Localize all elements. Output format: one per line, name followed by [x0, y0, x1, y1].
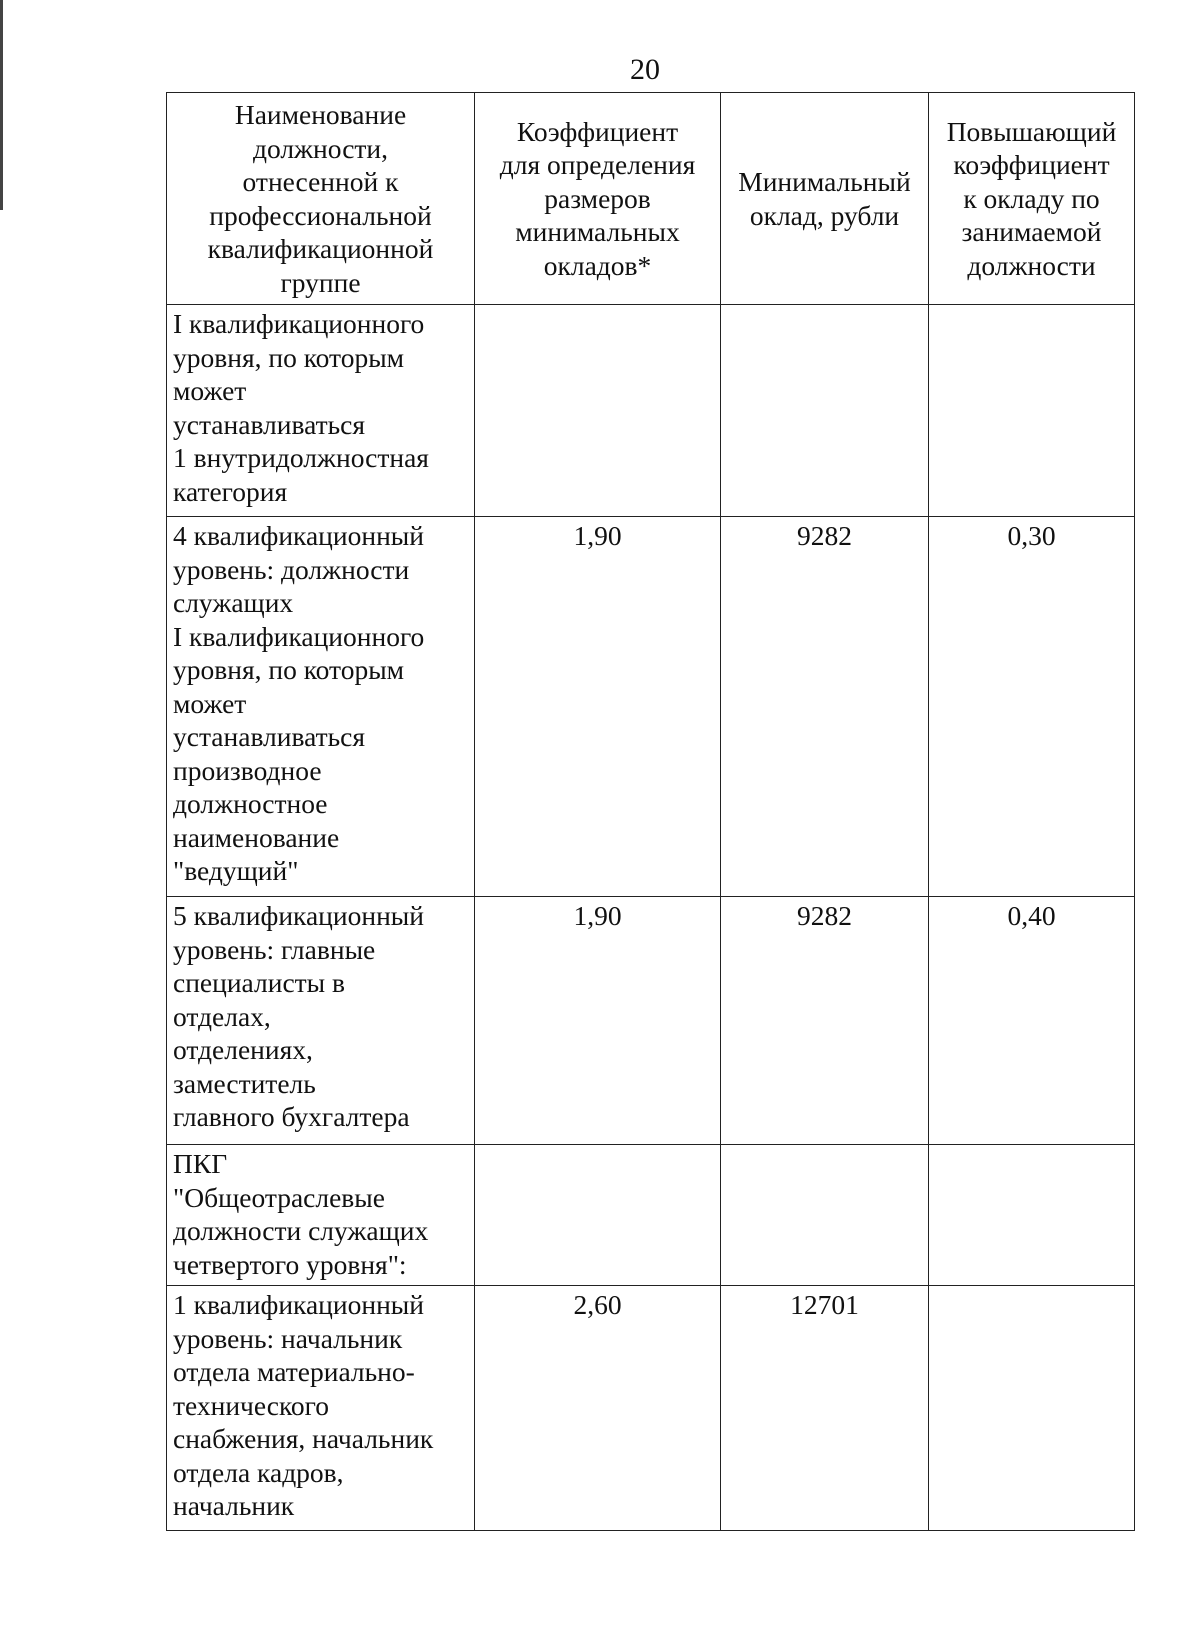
- coefficient-cell: [475, 305, 721, 517]
- table-row: [167, 517, 1135, 897]
- min-salary-cell: 9282: [721, 517, 929, 897]
- position-name-cell: 1 квалификационный уровень: начальник отдела материально- технического снабжения, начальник отдела кадров, начальник: [167, 1286, 475, 1531]
- table-header-row: [167, 93, 1135, 305]
- min-salary-cell: 9282: [721, 897, 929, 1145]
- page-number: 20: [630, 53, 660, 86]
- table-row: [167, 305, 1135, 517]
- position-name-cell: 4 квалификационный уровень: должности служащих I квалификационного уровня, по которым может устанавливаться производное должностное наименование "ведущий": [167, 517, 475, 897]
- position-name-cell: I квалификационного уровня, по которым может устанавливаться 1 внутридолжностная категория: [167, 305, 475, 517]
- header-coefficient: Коэффициент для определения размеров минимальных окладов*: [475, 93, 721, 305]
- raise-coefficient-cell: [929, 1286, 1135, 1531]
- scan-edge-mark: [0, 0, 3, 210]
- table-row: [167, 897, 1135, 1145]
- min-salary-cell: 12701: [721, 1286, 929, 1531]
- header-min-salary: Минимальный оклад, рубли: [721, 93, 929, 305]
- coefficient-cell: 1,90: [475, 517, 721, 897]
- coefficient-cell: 2,60: [475, 1286, 721, 1531]
- table-row: [167, 1145, 1135, 1286]
- raise-coefficient-cell: 0,30: [929, 517, 1135, 897]
- raise-coefficient-cell: 0,40: [929, 897, 1135, 1145]
- min-salary-cell: [721, 305, 929, 517]
- table-row: [167, 1286, 1135, 1531]
- header-position-name: Наименование должности, отнесенной к профессиональной квалификационной группе: [167, 93, 475, 305]
- position-name-cell: 5 квалификационный уровень: главные специалисты в отделах, отделениях, заместитель главного бухгалтера: [167, 897, 475, 1145]
- position-name-cell: ПКГ "Общеотраслевые должности служащих четвертого уровня":: [167, 1145, 475, 1286]
- raise-coefficient-cell: [929, 305, 1135, 517]
- coefficient-cell: 1,90: [475, 897, 721, 1145]
- coefficient-cell: [475, 1145, 721, 1286]
- min-salary-cell: [721, 1145, 929, 1286]
- salary-table: [166, 92, 1135, 1531]
- header-raise-coefficient: Повышающий коэффициент к окладу по занимаемой должности: [929, 93, 1135, 305]
- raise-coefficient-cell: [929, 1145, 1135, 1286]
